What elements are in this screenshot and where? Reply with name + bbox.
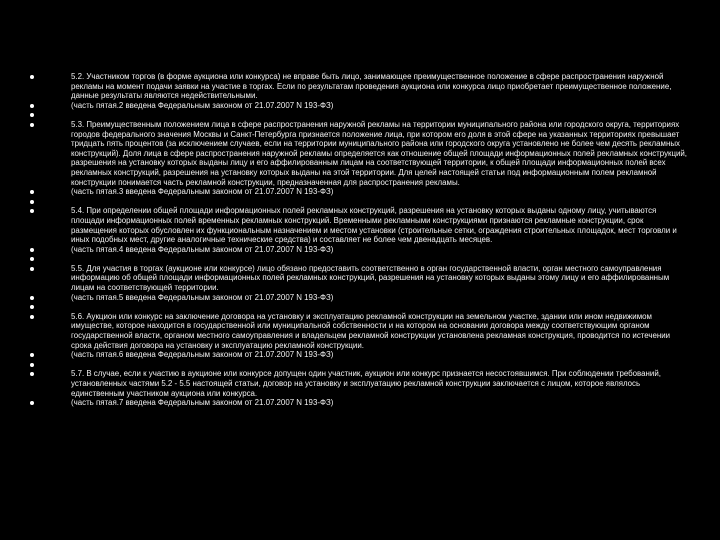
bullet-icon bbox=[30, 401, 34, 405]
bullet-icon bbox=[30, 123, 34, 127]
bullet-icon bbox=[30, 75, 34, 79]
bullet-icon bbox=[30, 372, 34, 376]
list-item bbox=[28, 293, 688, 303]
list-item bbox=[28, 206, 688, 244]
list-item-text: (часть пятая.4 введена Федеральным законом от 21.07.2007 N 193-ФЗ) bbox=[71, 244, 334, 254]
bullet-icon bbox=[30, 248, 34, 252]
list-item bbox=[28, 120, 688, 187]
list-item bbox=[28, 350, 688, 360]
bullet-icon bbox=[30, 315, 34, 319]
empty-list-item bbox=[28, 302, 688, 312]
bullet-icon bbox=[30, 209, 34, 213]
list-item-text: (часть пятая.5 введена Федеральным законом от 21.07.2007 N 193-ФЗ) bbox=[71, 292, 334, 302]
empty-list-item bbox=[28, 110, 688, 120]
list-item bbox=[28, 312, 688, 350]
bullet-icon bbox=[30, 267, 34, 271]
bullet-list bbox=[28, 72, 688, 408]
list-item-text: (часть пятая.6 введена Федеральным законом от 21.07.2007 N 193-ФЗ) bbox=[71, 350, 334, 360]
bullet-icon bbox=[30, 305, 34, 309]
list-item-text: 5.4. При определении общей площади информационных полей рекламных конструкций, разрешения на установку которых выданы одному лицу, учитываются площади информационных полей временных рекламных конструкций. Временными рекламными конструкциями признаются рекламные конструкции, срок размещения которых обусловлен их функциональным назначением и местом установки (строительные сетки, ограждения строительных площадок, мест торговли и иных подобных мест, другие аналогичные технические средства) и составляет не более чем двенадцать месяцев. bbox=[71, 206, 677, 245]
bullet-icon bbox=[30, 190, 34, 194]
list-item-text: 5.6. Аукцион или конкурс на заключение договора на установку и эксплуатацию рекламной конструкции на земельном участке, здании или ином недвижимом имуществе, которое находится в государственной или муниципальной собственности и на котором на основании договора между соответствующим органом государственной власти, органом местного самоуправления и владельцем рекламной конструкции установлена рекламная конструкция, проводится по истечении срока действия договора на установку и эксплуатацию рекламной конструкции. bbox=[71, 311, 671, 350]
bullet-icon bbox=[30, 200, 34, 204]
empty-list-item bbox=[28, 197, 688, 207]
list-item bbox=[28, 187, 688, 197]
list-item-text: 5.2. Участником торгов (в форме аукциона или конкурса) не вправе быть лицо, занимающее преимущественное положение в сфере распространения наружной рекламы на момент подачи заявки на участие в торгах. Если по результатам проведения аукциона или конкурса лицо приобретает преимущественное положение, данные результаты являются недействительными. bbox=[71, 72, 672, 101]
list-item bbox=[28, 245, 688, 255]
list-item bbox=[28, 72, 688, 101]
bullet-icon bbox=[30, 353, 34, 357]
list-item-text: (часть пятая.2 введена Федеральным законом от 21.07.2007 N 193-ФЗ) bbox=[71, 100, 334, 110]
list-item-text: 5.7. В случае, если к участию в аукционе или конкурсе допущен один участник, аукцион или конкурс признается несостоявшимся. При соблюдении требований, установленных частями 5.2 - 5.5 настоящей статьи, договор на установку и эксплуатацию рекламной конструкции заключается с лицом, которое являлось единственным участником аукциона или конкурса. bbox=[71, 369, 661, 398]
list-item bbox=[28, 369, 688, 398]
bullet-icon bbox=[30, 296, 34, 300]
bullet-icon bbox=[30, 104, 34, 108]
list-item bbox=[28, 101, 688, 111]
bullet-icon bbox=[30, 257, 34, 261]
list-item-text: 5.5. Для участия в торгах (аукционе или конкурсе) лицо обязано предоставить соответственно в орган государственной власти, орган местного самоуправления информацию об общей площади информационных полей рекламных конструкций, разрешения на установку которых выданы этому лицу и его аффилированным лицам на соответствующей территории. bbox=[71, 263, 670, 293]
list-item bbox=[28, 398, 688, 408]
empty-list-item bbox=[28, 254, 688, 264]
list-item bbox=[28, 264, 688, 293]
list-item-text: (часть пятая.7 введена Федеральным законом от 21.07.2007 N 193-ФЗ) bbox=[71, 398, 334, 408]
empty-list-item bbox=[28, 360, 688, 370]
bullet-icon bbox=[30, 363, 34, 367]
bullet-icon bbox=[30, 113, 34, 117]
list-item-text: (часть пятая.3 введена Федеральным законом от 21.07.2007 N 193-ФЗ) bbox=[71, 187, 334, 197]
list-item-text: 5.3. Преимущественным положением лица в сфере распространения наружной рекламы на территории муниципального района или городского округа, территориях городов федерального значения Москвы и Санкт-Петербурга признается положение лица, при котором его доля в этой сфере на указанных территориях превышает тридцать пять процентов (за исключением случаев, если на территории муниципального района или городского округа установлено не более чем десять рекламных конструкций). Доля лица в сфере распространения наружной рекламы определяется как отношение общей площади информационных полей рекламных конструкций, разрешения на установку которых выданы лицу и его аффилированным лицам на соответствующей территории, к общей площади информационных полей всех рекламных конструкций, разрешения на установку которых выданы на этой территории. Для целей настоящей статьи под информационным полем рекламной конструкции понимается часть рекламной конструкции, предназначенная для распространения рекламы. bbox=[71, 119, 687, 187]
